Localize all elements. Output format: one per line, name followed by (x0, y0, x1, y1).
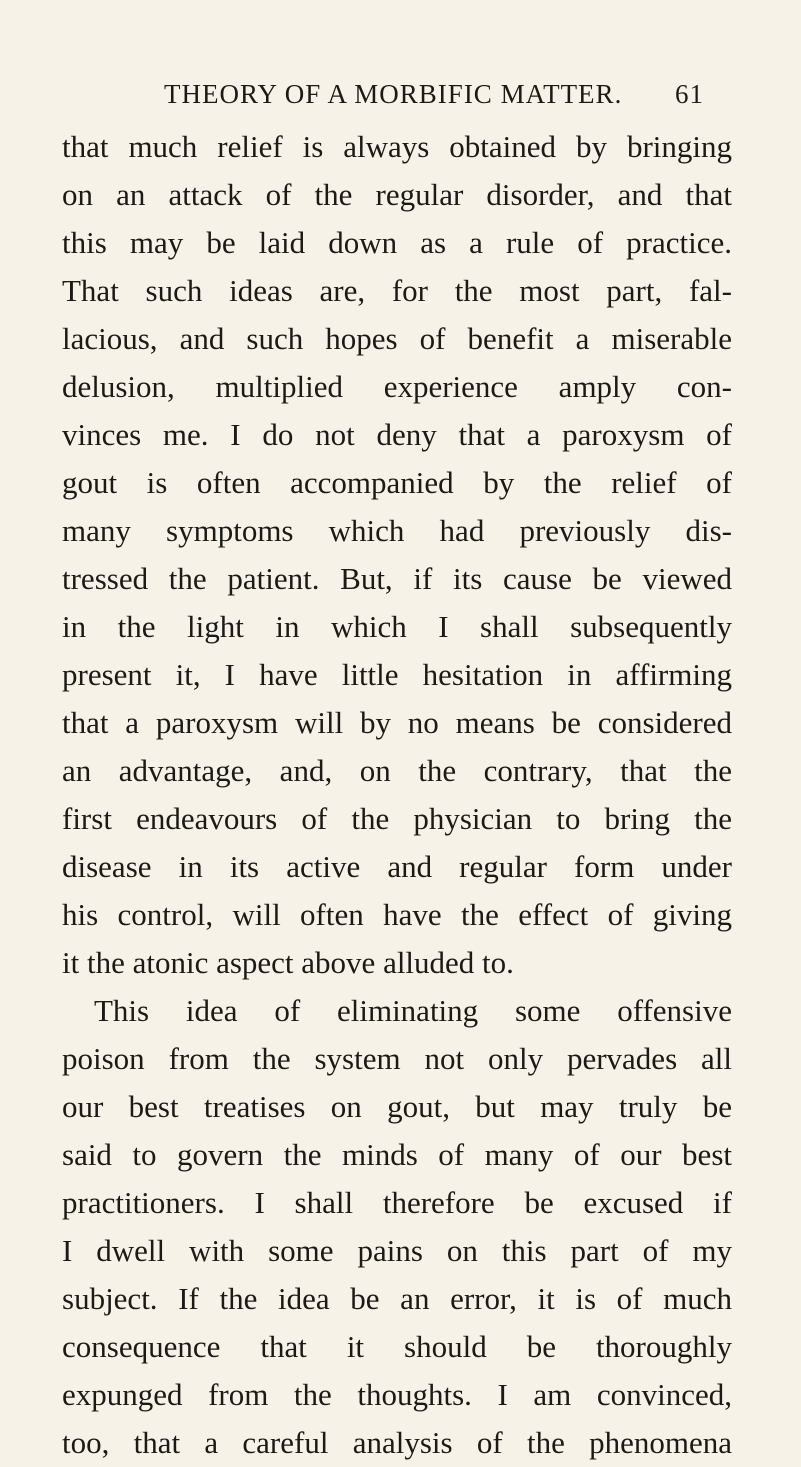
text-line: expunged from the thoughts. I am convinced, (62, 1377, 732, 1412)
page-number: 61 (675, 79, 704, 109)
text-line: that a paroxysm will by no means be considered (62, 705, 732, 740)
text-line: an advantage, and, on the contrary, that the (62, 753, 732, 788)
text-line: poison from the system not only pervades all (62, 1041, 732, 1076)
text-line: that much relief is always obtained by bringing (62, 129, 732, 164)
running-head (164, 76, 704, 112)
text-line: vinces me. I do not deny that a paroxysm of (62, 417, 732, 452)
text-line: That such ideas are, for the most part, fal- (62, 273, 732, 308)
text-line: present it, I have little hesitation in affirming (62, 657, 732, 692)
text-line: subject. If the idea be an error, it is of much (62, 1281, 732, 1316)
text-line: I dwell with some pains on this part of my (62, 1233, 732, 1268)
text-line: tressed the patient. But, if its cause be viewed (62, 561, 732, 596)
text-line: lacious, and such hopes of benefit a miserable (62, 321, 732, 356)
text-line: first endeavours of the physician to bring the (62, 801, 732, 836)
paragraph-end-line: it the atonic aspect above alluded to. (62, 945, 514, 980)
text-line: delusion, multiplied experience amply con- (62, 369, 732, 404)
text-line: on an attack of the regular disorder, and that (62, 177, 732, 212)
text-line: this may be laid down as a rule of practice. (62, 225, 732, 260)
text-line: said to govern the minds of many of our best (62, 1137, 732, 1172)
text-line: too, that a careful analysis of the phenomena (62, 1425, 732, 1460)
text-line: disease in its active and regular form under (62, 849, 732, 884)
text-line: his control, will often have the effect of giving (62, 897, 732, 932)
body-text (62, 123, 732, 1467)
text-line: in the light in which I shall subsequently (62, 609, 732, 644)
running-title: THEORY OF A MORBIFIC MATTER. (164, 79, 623, 109)
text-line: consequence that it should be thoroughly (62, 1329, 732, 1364)
text-line: many symptoms which had previously dis- (62, 513, 732, 548)
text-line: practitioners. I shall therefore be excused if (62, 1185, 732, 1220)
paragraph-start-line: This idea of eliminating some offensive (94, 993, 732, 1028)
text-line: gout is often accompanied by the relief of (62, 465, 732, 500)
text-line: our best treatises on gout, but may truly be (62, 1089, 732, 1124)
